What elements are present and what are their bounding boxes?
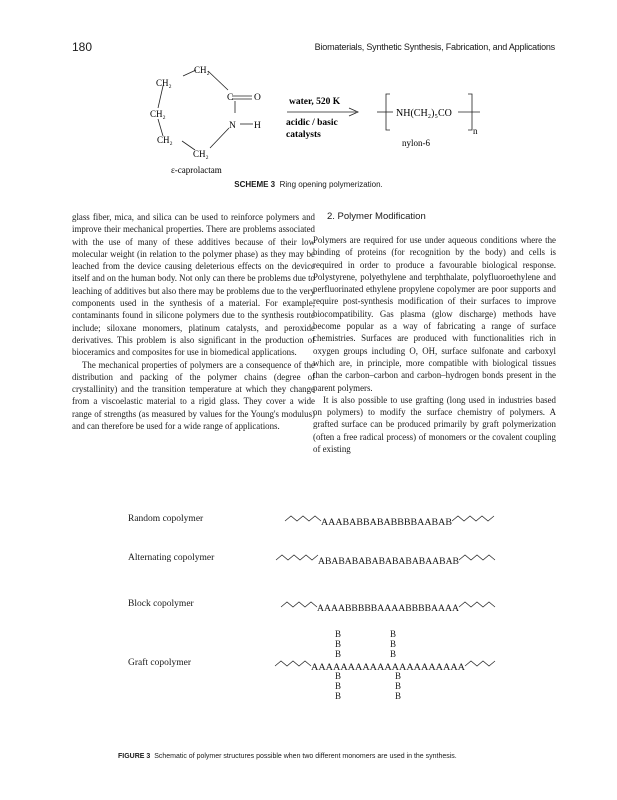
graft-branch-up-1: B <box>335 639 342 649</box>
graft-branch-down-2: B <box>395 671 402 681</box>
figure-caption <box>118 753 457 760</box>
random-chain: AAABABBABABBBBAABAB <box>321 517 452 527</box>
condition-line-2: acidic / basic <box>286 118 338 128</box>
ring-ch2-left-mid: CH₂ <box>150 109 166 119</box>
right-paragraph-2: It is also possible to use grafting (long used in industries based on polymers) to modify the surface chemistry of polymers. A grafted surface can be produced primarily by graft polymerization (often a free radical process) of monomers or the covalent coupling of existing <box>313 394 556 455</box>
alternating-right-tail <box>459 555 495 560</box>
scheme-caption-text: Ring opening polymerization. <box>279 180 383 189</box>
alternating-left-tail <box>276 555 318 560</box>
graft-branch-down-1: B <box>335 671 342 681</box>
block-chain: AAAABBBBBAAAABBBBAAAA <box>317 603 460 613</box>
figure-caption-text: Schematic of polymer structures possible when two different monomers are used in the synthesis. <box>154 753 457 760</box>
graft-branch-down-2: B <box>395 691 402 701</box>
block-copolymer-label: Block copolymer <box>128 599 194 609</box>
amide-nitrogen: N <box>229 121 236 131</box>
carbonyl-carbon: C <box>227 93 234 103</box>
scheme-caption-label: SCHEME 3 <box>234 180 276 189</box>
nylon-repeat-unit: NH(CH₂)₅CO <box>396 108 452 119</box>
right-paragraph-1: Polymers are required for use under aqueous conditions where the binding of proteins (for recognition by the body) and cells is required in order to produce a favourable biological response. Polystyrene, polyethylene and terphthalate, polyfluoroethylene and perfluorinated ethylene propylene copolymer are poor supports and require post-synthesis modification of their surfaces to improve biocompatibility. Gas plasma (glow discharge) methods have become popular as a way of fabricating a range of surface chemistries. Surfaces are produced with functionalities rich in oxygen groups including O, OH, surface sulfonate and carboxyl which are, in principle, more compatible with biological tissues than the carbon–carbon and carbon–hydrogen bonds present in the parent polymers. <box>313 235 556 393</box>
carbonyl-oxygen: O <box>254 93 261 103</box>
graft-left-tail <box>275 661 311 666</box>
graft-branch-up-2: B <box>390 629 397 639</box>
alternating-copolymer-label: Alternating copolymer <box>128 553 215 563</box>
page-number: 180 <box>72 40 93 54</box>
right-column <box>313 211 556 455</box>
graft-backbone: AAAAAAAAAAAAAAAAAAAAA <box>311 662 466 672</box>
left-paragraph-1: glass fiber, mica, and silica can be used to reinforce polymers and improve their mechanical properties. There are problems associated with the use of many of these additives because of their low molecular weight (in relation to the polymer phase) as they may be leached from the device causing deleterious effects on the device itself and on the human body. Not only can there be problems due to leaching of additives but also there may be problems due to the very components used in the synthesis of a material. For example, contaminants found in silicone polymers due to the synthesis route include; siloxane monomers, platinum catalysts, and peroxide derivatives. This problem is also significant in the production of bioceramics and composites for use in biomedical applications. <box>72 212 315 358</box>
figure-caption-label: FIGURE 3 <box>118 753 151 760</box>
random-copolymer-label: Random copolymer <box>128 514 204 524</box>
amide-hydrogen: H <box>254 121 261 131</box>
left-paragraph-2: The mechanical properties of polymers are a consequence of the distribution and packing of the polymer chains (degree of crystallinity) and the transition temperature at which they change from a viscoelastic material to a rigid glass. They cover a wide range of strengths (as measured by values for the Young's modulus) and can therefore be used for a wide range of applications. <box>72 359 315 432</box>
scheme-3-diagram <box>0 0 617 180</box>
nylon-6-name: nylon-6 <box>402 138 430 148</box>
graft-branch-down-2: B <box>395 681 402 691</box>
graft-copolymer-label: Graft copolymer <box>128 658 192 668</box>
block-left-tail <box>281 602 317 607</box>
repeat-subscript: n <box>473 126 478 136</box>
left-column <box>72 211 315 432</box>
scheme-caption <box>0 180 617 189</box>
condition-line-3: catalysts <box>286 130 321 140</box>
alternating-chain: ABABABABABABABABAABAB <box>318 556 459 566</box>
ring-ch2-left-lower: CH₂ <box>157 135 173 145</box>
random-right-tail <box>452 516 494 521</box>
running-title: Biomaterials, Synthetic Synthesis, Fabrication, and Applications <box>314 42 555 52</box>
ring-ch2-top: CH₂ <box>194 65 210 75</box>
condition-line-1: water, 520 K <box>289 97 341 107</box>
graft-branch-up-1: B <box>335 649 342 659</box>
graft-branch-up-2: B <box>390 649 397 659</box>
section-title: 2. Polymer Modification <box>327 211 426 222</box>
random-left-tail <box>285 516 321 521</box>
figure-3-diagram <box>0 490 617 750</box>
graft-branch-up-1: B <box>335 629 342 639</box>
ring-ch2-left-upper: CH₂ <box>156 78 172 88</box>
graft-branch-down-1: B <box>335 681 342 691</box>
graft-branch-down-1: B <box>335 691 342 701</box>
graft-branch-up-2: B <box>390 639 397 649</box>
block-right-tail <box>459 602 495 607</box>
graft-right-tail <box>465 661 495 666</box>
ring-ch2-bottom: CH₂ <box>193 149 209 159</box>
caprolactam-name: ε-caprolactam <box>171 165 222 175</box>
